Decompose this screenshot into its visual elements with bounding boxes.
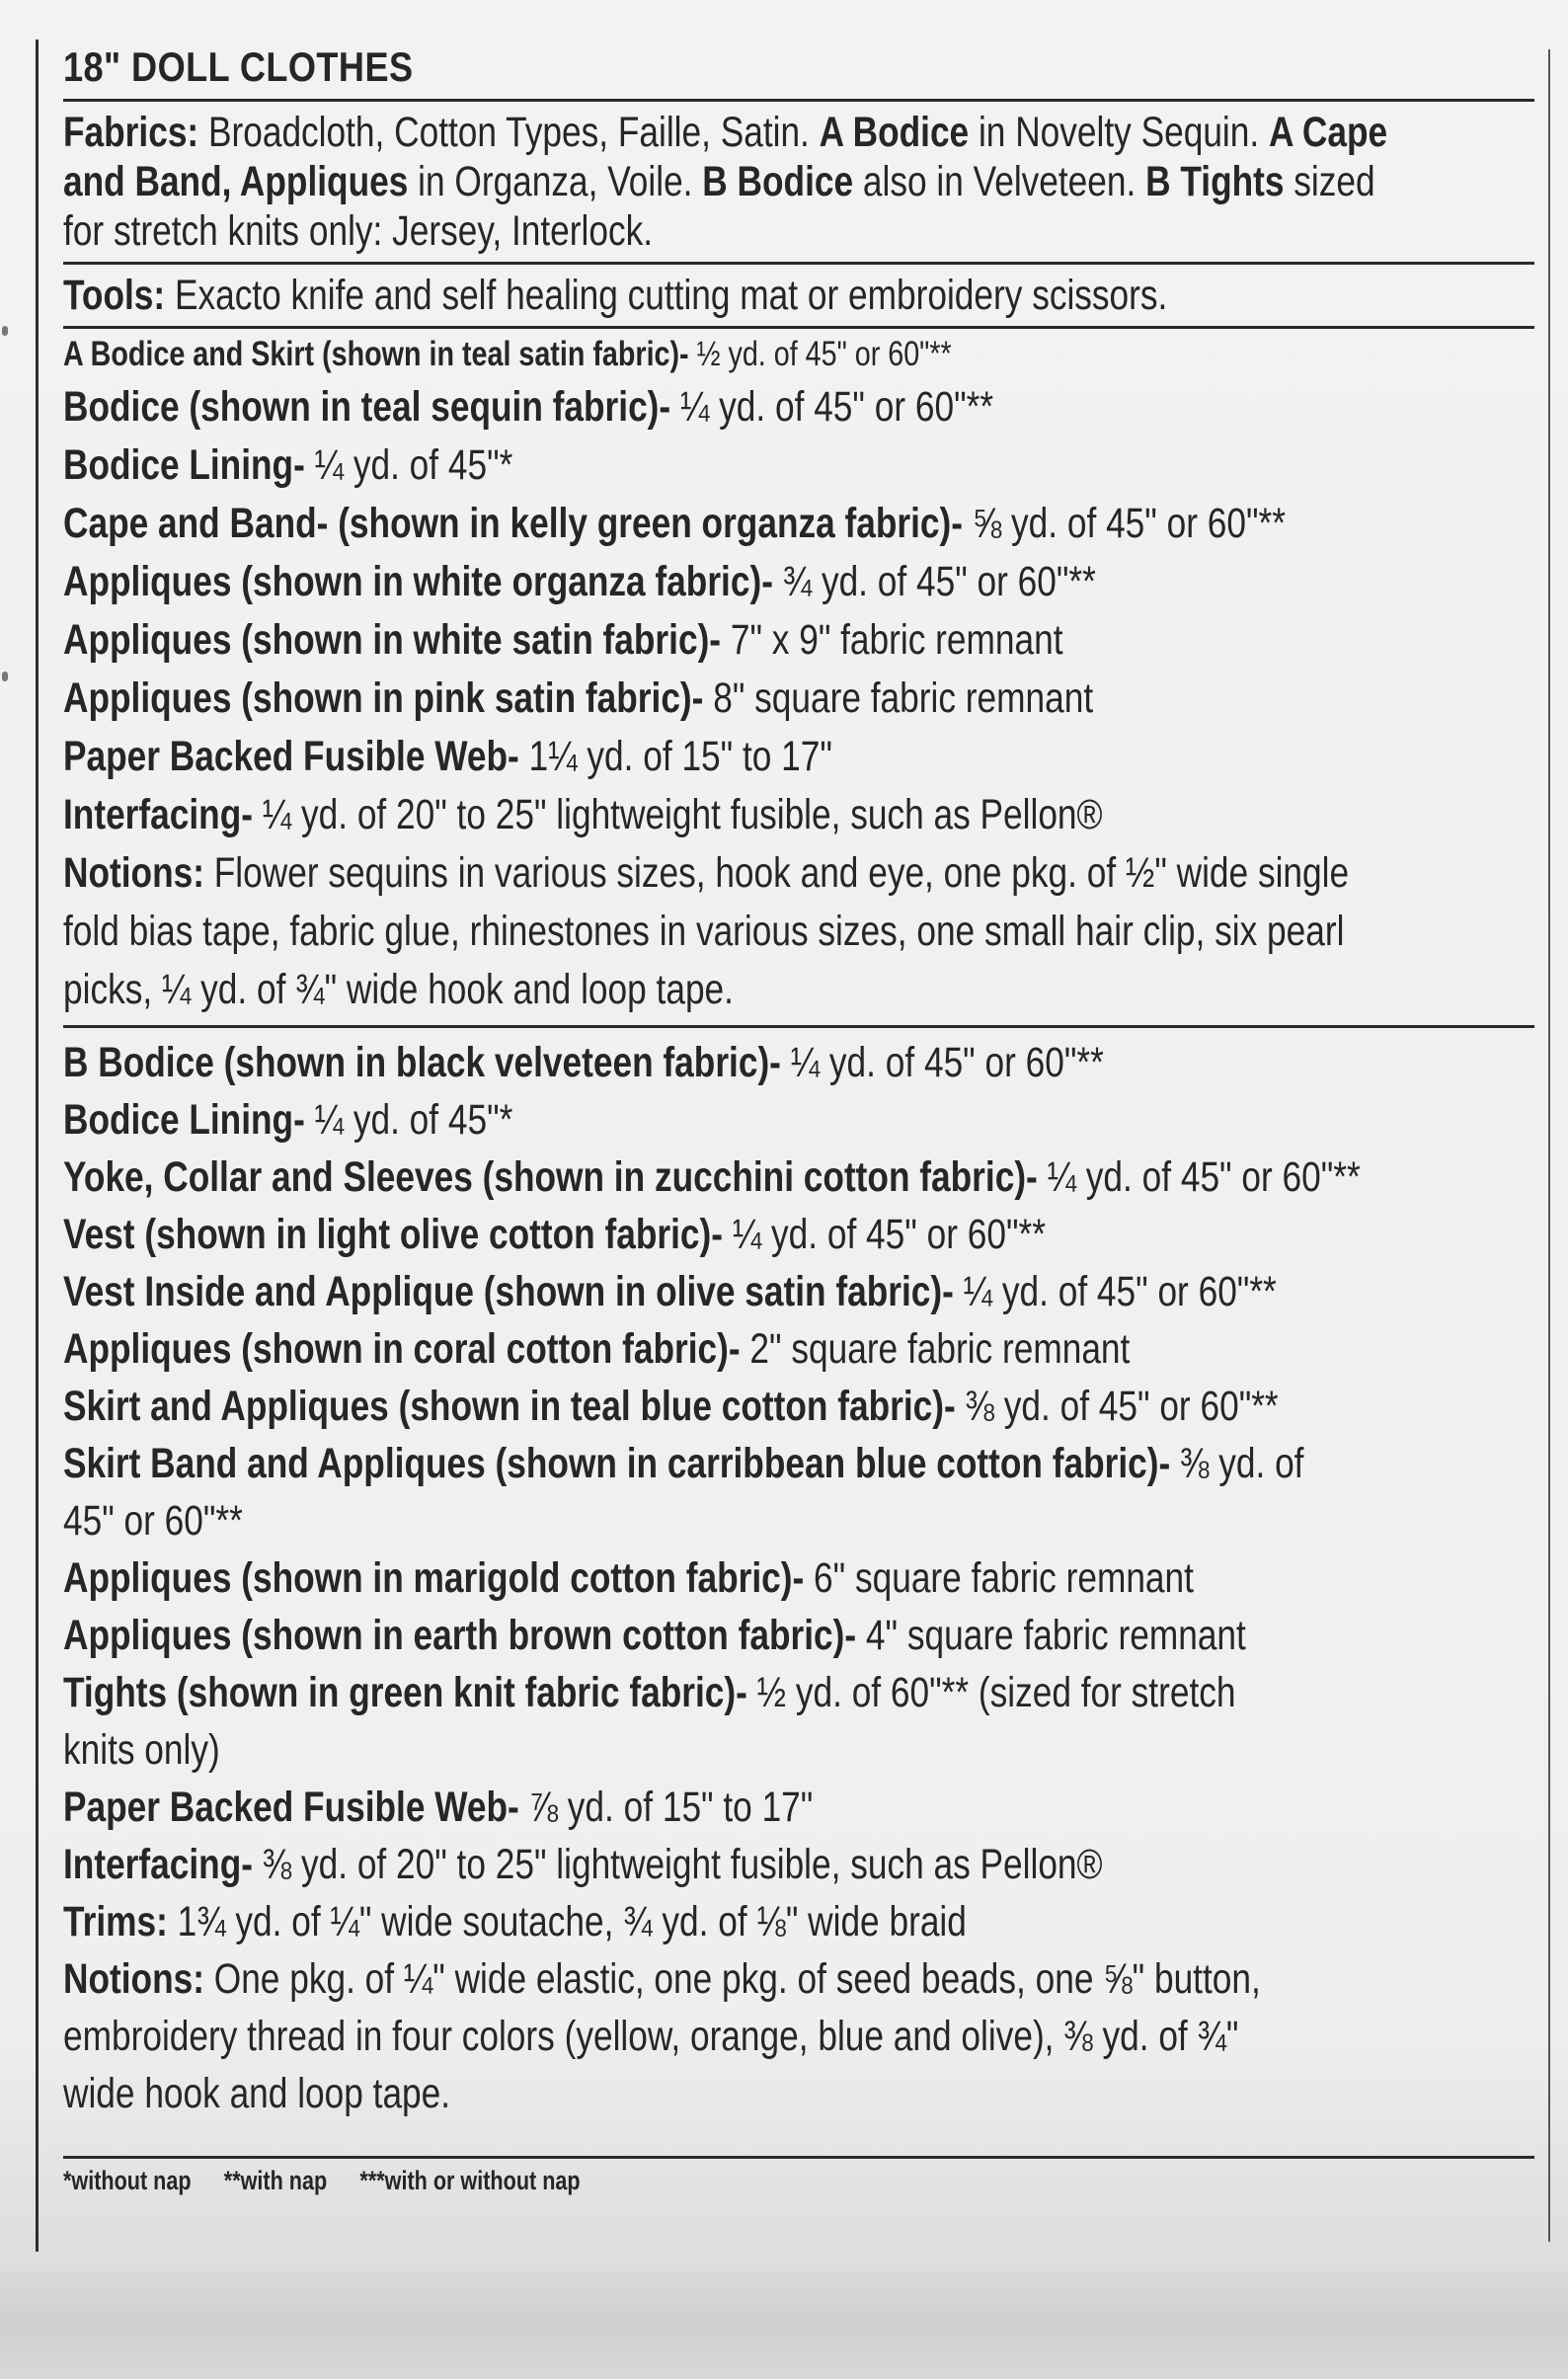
item-amount: ⅞ yd. of 15" to 17" xyxy=(518,1784,814,1831)
item-amount: ¾ yd. of 45" or 60"** xyxy=(772,558,1096,605)
item-amount: ¼ yd. of 45" or 60"** xyxy=(953,1268,1277,1315)
notions-text: Flower sequins in various sizes, hook and eye, one pkg. of ½" wide single xyxy=(203,849,1350,897)
item-amount: ⅝ yd. of 45" or 60"** xyxy=(963,500,1286,547)
fabrics-section xyxy=(63,102,1534,262)
view-b-tights-line-2: knits only) xyxy=(63,1726,220,1774)
item-label: Skirt and Appliques (shown in teal blue cotton fabric)- xyxy=(63,1383,956,1430)
margin-speck xyxy=(2,672,8,681)
footnotes xyxy=(63,2159,1240,2202)
view-b-tights-line-1 xyxy=(63,1664,1535,1721)
view-a-item xyxy=(63,728,1535,786)
view-a-notions-line-3: picks, ¼ yd. of ¾" wide hook and loop tape. xyxy=(63,966,734,1013)
item-amount: 4" square fabric remnant xyxy=(856,1612,1246,1659)
fabrics-text: in Organza, Voile. xyxy=(408,158,703,205)
margin-speck xyxy=(2,326,8,336)
item-label: Appliques (shown in earth brown cotton fabric)- xyxy=(63,1612,857,1659)
view-b-notions-line-3: wide hook and loop tape. xyxy=(63,2070,451,2117)
view-b-item xyxy=(63,1549,1535,1607)
view-b-item xyxy=(63,1378,1535,1435)
item-label: B Bodice (shown in black velveteen fabric)- xyxy=(63,1039,781,1086)
item-label: Paper Backed Fusible Web- xyxy=(63,733,519,780)
footnote-with-or-without-nap: ***with or without nap xyxy=(359,2166,581,2195)
view-b-item xyxy=(63,1206,1535,1263)
item-label: Skirt Band and Appliques (shown in carribbean blue cotton fabric)- xyxy=(63,1440,1171,1487)
bottom-shadow-band xyxy=(0,2271,1568,2379)
item-amount: 1¾ yd. of ¼" wide soutache, ¾ yd. of ⅛" wide braid xyxy=(167,1898,967,1945)
item-label: A Bodice and Skirt (shown in teal satin fabric)- xyxy=(63,335,689,373)
fabrics-text: in Novelty Sequin. xyxy=(969,109,1269,156)
item-amount: 1¼ yd. of 15" to 17" xyxy=(518,733,832,780)
tools-section xyxy=(63,265,1534,326)
view-b-skirt-band-line-2: 45" or 60"** xyxy=(63,1497,243,1545)
item-amount: ¼ yd. of 45"* xyxy=(304,441,513,489)
item-label: Appliques (shown in marigold cotton fabric)- xyxy=(63,1554,805,1602)
tools-text: Exacto knife and self healing cutting mat or embroidery scissors. xyxy=(165,272,1168,319)
view-b-section xyxy=(63,1028,1534,2128)
view-a-item xyxy=(63,786,1535,844)
fabrics-bold: A Bodice xyxy=(819,109,970,156)
view-b-item xyxy=(63,1091,1535,1149)
item-amount: ¼ yd. of 20" to 25" lightweight fusible, such as Pellon® xyxy=(252,791,1103,838)
item-amount: ¼ yd. of 45" or 60"** xyxy=(723,1211,1046,1258)
item-label: Appliques (shown in pink satin fabric)- xyxy=(63,674,704,722)
view-b-item xyxy=(63,1779,1535,1836)
view-a-notions-line-2: fold bias tape, fabric glue, rhinestones in various sizes, one small hair clip, six pearl xyxy=(63,908,1345,955)
item-label: Vest (shown in light olive cotton fabric)- xyxy=(63,1211,724,1258)
item-amount: ¼ yd. of 45" or 60"** xyxy=(1037,1153,1361,1201)
item-label: Appliques (shown in white organza fabric)- xyxy=(63,558,773,605)
view-a-item xyxy=(63,611,1535,670)
notions-label: Notions: xyxy=(63,849,204,897)
right-border-line xyxy=(1548,49,1550,2242)
item-amount: 6" square fabric remnant xyxy=(804,1554,1194,1602)
item-label: Trims: xyxy=(63,1898,168,1945)
item-amount: ⅜ yd. of 20" to 25" lightweight fusible, such as Pellon® xyxy=(252,1841,1103,1888)
fabrics-label: Fabrics: xyxy=(63,109,199,156)
item-amount: ½ yd. of 60"** (sized for stretch xyxy=(746,1669,1236,1716)
fabrics-text: Broadcloth, Cotton Types, Faille, Satin. xyxy=(198,109,820,156)
item-label: Bodice (shown in teal sequin fabric)- xyxy=(63,383,671,431)
view-b-notions-line-2: embroidery thread in four colors (yellow, orange, blue and olive), ⅜ yd. of ¾" xyxy=(63,2013,1239,2060)
view-b-item xyxy=(63,1836,1535,1893)
item-amount: ⅜ yd. of 45" or 60"** xyxy=(955,1383,1279,1430)
view-a-section xyxy=(63,329,1534,1025)
footnote-with-nap: **with nap xyxy=(223,2166,328,2195)
item-amount: ¼ yd. of 45"* xyxy=(304,1096,513,1144)
item-label: Yoke, Collar and Sleeves (shown in zucchini cotton fabric)- xyxy=(63,1153,1038,1201)
doll-clothes-panel xyxy=(63,40,1534,2202)
item-label: Appliques (shown in coral cotton fabric)- xyxy=(63,1325,741,1373)
footnote-without-nap: *without nap xyxy=(63,2166,192,2195)
view-b-item xyxy=(63,1149,1535,1206)
view-b-item xyxy=(63,1607,1535,1664)
view-b-item xyxy=(63,1893,1535,1950)
item-amount: ⅜ yd. of xyxy=(1170,1440,1304,1487)
view-a-item xyxy=(63,436,1535,495)
view-b-item xyxy=(63,1034,1535,1091)
tools-line xyxy=(63,271,1535,320)
tools-label: Tools: xyxy=(63,272,166,319)
item-label: Vest Inside and Applique (shown in olive satin fabric)- xyxy=(63,1268,954,1315)
item-label: Appliques (shown in white satin fabric)- xyxy=(63,616,722,664)
fabrics-bold: and Band, Appliques xyxy=(63,158,409,205)
item-label: Paper Backed Fusible Web- xyxy=(63,1784,519,1831)
fabrics-bold: A Cape xyxy=(1268,109,1388,156)
notions-text: One pkg. of ¼" wide elastic, one pkg. of seed beads, one ⅝" button, xyxy=(203,1955,1261,2003)
item-label: Bodice Lining- xyxy=(63,441,305,489)
fabrics-text: sized xyxy=(1284,158,1375,205)
view-b-skirt-band-line-1 xyxy=(63,1435,1535,1492)
view-a-item xyxy=(63,670,1535,728)
item-amount: 2" square fabric remnant xyxy=(740,1325,1131,1373)
item-amount: ¼ yd. of 45" or 60"** xyxy=(780,1039,1104,1086)
view-a-item xyxy=(63,495,1535,553)
view-a-item xyxy=(63,331,1535,378)
item-amount: 7" x 9" fabric remnant xyxy=(721,616,1063,664)
page-title: 18" DOLL CLOTHES xyxy=(63,43,414,90)
view-a-notions-line-1 xyxy=(63,844,1535,903)
item-label: Cape and Band- (shown in kelly green organza fabric)- xyxy=(63,500,964,547)
view-a-item xyxy=(63,553,1535,611)
left-border-line xyxy=(36,40,39,2252)
view-b-item xyxy=(63,1320,1535,1378)
notions-label: Notions: xyxy=(63,1955,204,2003)
item-amount: 8" square fabric remnant xyxy=(703,674,1094,722)
view-a-item xyxy=(63,378,1535,436)
item-amount: ¼ yd. of 45" or 60"** xyxy=(670,383,994,431)
fabrics-line-3: for stretch knits only: Jersey, Interlock. xyxy=(63,207,654,255)
item-label: Bodice Lining- xyxy=(63,1096,305,1144)
item-label: Tights (shown in green knit fabric fabric)- xyxy=(63,1669,747,1716)
fabrics-bold: B Tights xyxy=(1145,158,1285,205)
fabrics-bold: B Bodice xyxy=(702,158,854,205)
item-label: Interfacing- xyxy=(63,791,253,838)
fabrics-text: also in Velveteen. xyxy=(853,158,1146,205)
view-b-notions-line-1 xyxy=(63,1950,1535,2008)
item-amount: ½ yd. of 45" or 60"** xyxy=(688,335,952,373)
view-b-item xyxy=(63,1263,1535,1320)
item-label: Interfacing- xyxy=(63,1841,253,1888)
fabrics-line-2 xyxy=(63,157,1535,206)
fabrics-line-1 xyxy=(63,108,1535,157)
